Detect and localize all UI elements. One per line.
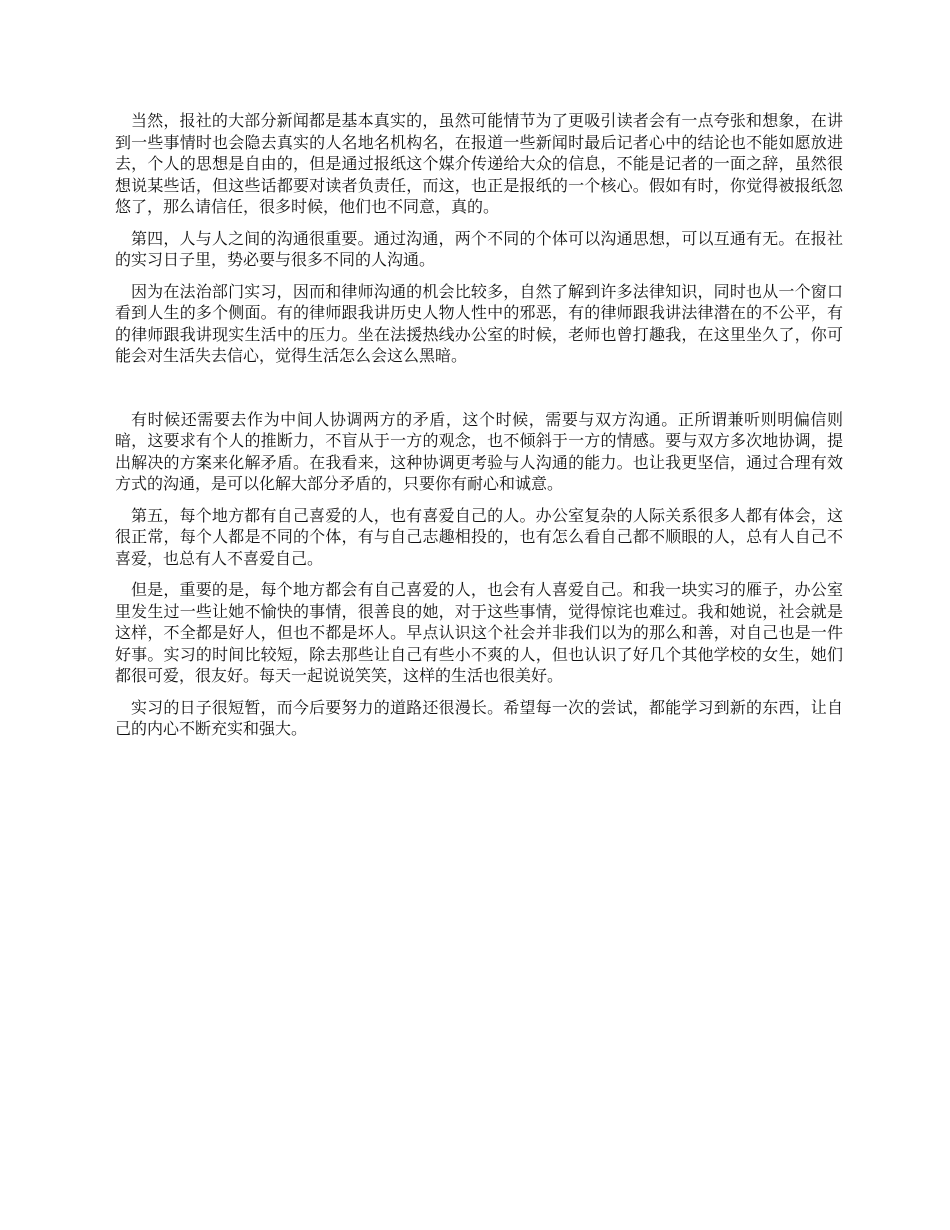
paragraph-point-five-relationships: 第五，每个地方都有自己喜爱的人，也有喜爱自己的人。办公室复杂的人际关系很多人都有体会，这很正常，每个人都是不同的个体，有与自己志趣相投的，也有怎么看自己都不顺眼的人，总有人自己不喜爱，也总有人不喜爱自己。 bbox=[115, 505, 843, 568]
paragraph-lawyer-communication: 因为在法治部门实习，因而和律师沟通的机会比较多，自然了解到许多法律知识，同时也从一个窗口看到人生的多个侧面。有的律师跟我讲历史人物人性中的邪恶，有的律师跟我讲法律潜在的不公平，有的律师跟我讲现实生活中的压力。坐在法援热线办公室的时候，老师也曾打趣我，在这里坐久了，你可能会对生活失去信心，觉得生活怎么会这么黑暗。 bbox=[115, 281, 843, 365]
paragraph-colleague-story: 但是，重要的是，每个地方都会有自己喜爱的人，也会有人喜爱自己。和我一块实习的雁子，办公室里发生过一些让她不愉快的事情，很善良的她，对于这些事情，觉得惊诧也难过。我和她说，社会就是这样，不全都是好人，但也不都是坏人。早点认识这个社会并非我们以为的那么和善，对自己也是一件好事。实习的时间比较短，除去那些让自己有些小不爽的人，但也认识了好几个其他学校的女生，她们都很可爱，很友好。每天一起说说笑笑，这样的生活也很美好。 bbox=[115, 580, 843, 685]
paragraph-mediation: 有时候还需要去作为中间人协调两方的矛盾，这个时候，需要与双方沟通。正所谓兼听则明偏信则暗，这要求有个人的推断力，不盲从于一方的观念，也不倾斜于一方的情感。要与双方多次地协调，提出解决的方案来化解矛盾。在我看来，这种协调更考验与人沟通的能力。也让我更坚信，通过合理有效方式的沟通，是可以化解大部分矛盾的，只要你有耐心和诚意。 bbox=[115, 409, 843, 493]
paragraph-newspaper-core: 当然，报社的大部分新闻都是基本真实的，虽然可能情节为了更吸引读者会有一点夸张和想象，在讲到一些事情时也会隐去真实的人名地名机构名，在报道一些新闻时最后记者心中的结论也不能如愿放进去，个人的思想是自由的，但是通过报纸这个媒介传递给大众的信息，不能是记者的一面之辞，虽然很想说某些话，但这些话都要对读者负责任，而这，也正是报纸的一个核心。假如有时，你觉得被报纸忽悠了，那么请信任，很多时候，他们也不同意，真的。 bbox=[115, 111, 843, 216]
document-body bbox=[115, 110, 843, 750]
paragraph-point-four-communication: 第四，人与人之间的沟通很重要。通过沟通，两个不同的个体可以沟通思想，可以互通有无。在报社的实习日子里，势必要与很多不同的人沟通。 bbox=[115, 228, 843, 269]
paragraph-gap bbox=[115, 377, 843, 409]
paragraph-conclusion: 实习的日子很短暂，而今后要努力的道路还很漫长。希望每一次的尝试，都能学习到新的东西，让自己的内心不断充实和强大。 bbox=[115, 697, 843, 738]
